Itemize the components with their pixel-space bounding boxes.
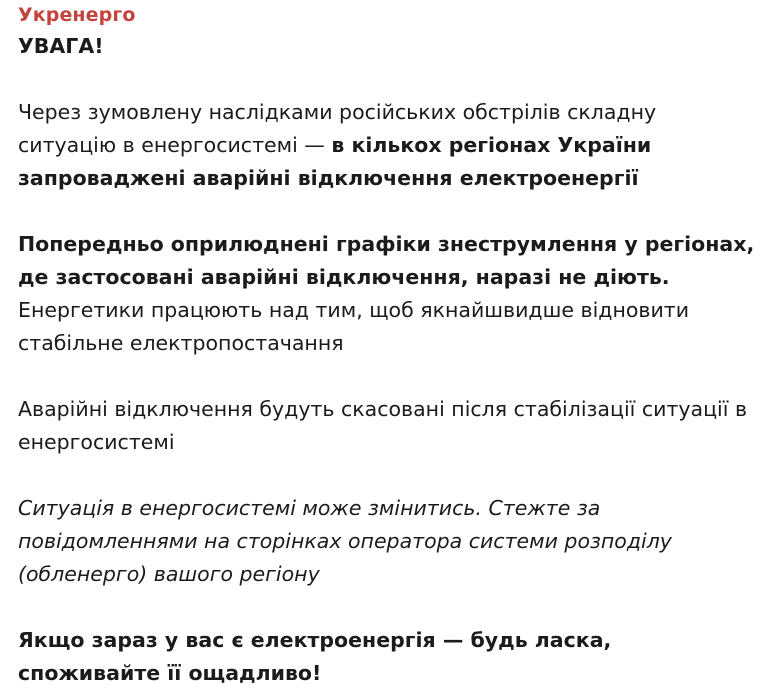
paragraph-1-text: Через зумовлену наслідками російських обстрілів складну ситуацію в енергосистемі — [18, 100, 657, 157]
paragraph-5 [18, 624, 758, 690]
paragraph-2-text: Енергетики працюють над тим, щоб якнайшвидше відновити стабільне електропостачання [18, 298, 690, 355]
channel-message [18, 0, 758, 690]
channel-author-name[interactable]: Укренерго [18, 4, 136, 26]
paragraph-2 [18, 228, 758, 360]
paragraph-1-bold-text: в кількох регіонах України запроваджені аварійні відключення електроенергії [18, 133, 652, 190]
paragraph-2-bold-text: Попередньо оприлюднені графіки знеструмлення у регіонах, де застосовані аварійні відключення, наразі не діють. [18, 232, 755, 289]
message-headline: УВАГА! [18, 34, 104, 58]
message-body [18, 30, 758, 690]
paragraph-4-italic [18, 492, 758, 591]
paragraph-gap [18, 360, 758, 393]
paragraph-gap [18, 591, 758, 624]
paragraph-4-text: Ситуація в енергосистемі може змінитись. Стежте за повідомленнями на сторінках оператора системи розподілу (обленерго) вашого регіону [18, 496, 672, 586]
paragraph-3: Аварійні відключення будуть скасовані після стабілізації ситуації в енергосистемі [18, 397, 748, 454]
paragraph-gap [18, 459, 758, 492]
paragraph-gap [18, 195, 758, 228]
paragraph-gap [18, 63, 758, 96]
paragraph-1 [18, 96, 758, 195]
paragraph-5-bold-text: Якщо зараз у вас є електроенергія — будь ласка, споживайте її ощадливо! [18, 628, 612, 685]
